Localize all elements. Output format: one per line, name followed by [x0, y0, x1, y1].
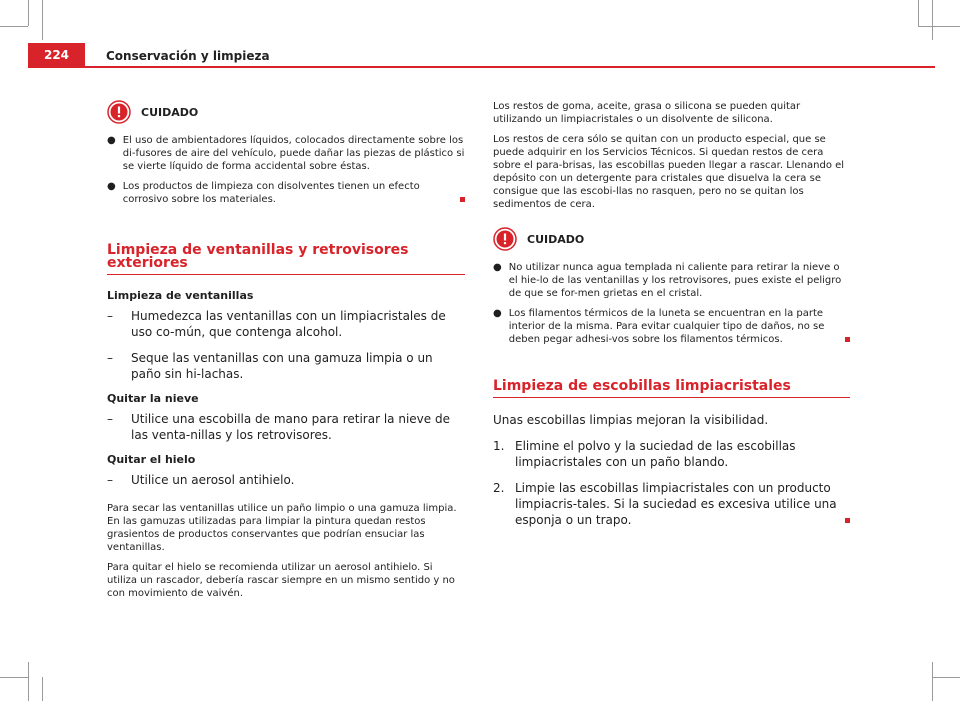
instruction-item	[107, 350, 465, 382]
lead-paragraph: Unas escobillas limpias mejoran la visibilidad.	[493, 413, 769, 427]
crop-mark	[28, 0, 29, 26]
step-item	[493, 480, 850, 528]
caution-item	[493, 261, 850, 300]
crop-mark	[932, 677, 960, 678]
crop-mark	[28, 662, 29, 701]
instruction-item	[107, 411, 465, 443]
caution-title: CUIDADO	[527, 233, 585, 246]
section-title: Limpieza de ventanillas y retrovisores exteriores	[107, 244, 465, 275]
paragraph: Los restos de cera sólo se quitan con un producto especial, que se puede adquirir en los Servicios Técnicos. Si quedan restos de cera sobre el para-brisas, las escobillas pueden llegar a rascar. Llenando el depósito con un detergente para cristales que disuelva la cera se consigue que las escobi-llas no rasquen, pero no se quitan los sedimentos de cera.	[493, 134, 845, 210]
dash-glyph: –	[107, 351, 113, 365]
crop-mark	[0, 677, 28, 678]
header-rule	[28, 66, 935, 68]
crop-mark	[0, 26, 28, 27]
end-marker	[845, 518, 850, 523]
caution-title: CUIDADO	[141, 106, 199, 119]
caution-text: No utilizar nunca agua templada ni caliente para retirar la nieve o el hie-lo de las ventanillas y los retrovisores, pues existe el peligro de que se for-men grietas en el cristal.	[508, 262, 842, 299]
end-marker	[460, 197, 465, 202]
step-number: 2.	[493, 481, 505, 495]
caution-text: Los filamentos térmicos de la luneta se encuentran en la parte interior de la misma. Para evitar cualquier tipo de daños, no se deben pegar adhesi-vos sobre los filamentos térmicos.	[509, 307, 850, 346]
paragraph: Para secar las ventanillas utilice un paño limpio o una gamuza limpia. En las gamuzas utilizadas para limpiar la pintura quedan restos grasientos de productos conservantes que podrían ensuciar las ventanillas.	[107, 503, 457, 553]
crop-mark	[42, 0, 43, 40]
crop-mark	[918, 0, 919, 26]
right-column	[493, 100, 850, 538]
step-text: Elimine el polvo y la suciedad de las escobillas limpiacristales con un paño blando.	[515, 439, 796, 469]
step-item	[493, 438, 850, 470]
caution-text: Los productos de limpieza con disolventes tienen un efecto corrosivo sobre los materiales.	[123, 180, 465, 206]
instruction-item	[107, 472, 465, 488]
bullet-glyph: ●	[107, 181, 116, 192]
bullet-glyph: ●	[493, 308, 502, 319]
warning-icon	[107, 100, 131, 124]
instruction-text: Humedezca las ventanillas con un limpiacristales de uso co-mún, que contenga alcohol.	[131, 309, 446, 339]
bullet-glyph: ●	[107, 135, 116, 146]
crop-mark	[932, 662, 933, 701]
crop-mark	[42, 677, 43, 701]
subheading: Limpieza de ventanillas	[107, 289, 254, 302]
dash-glyph: –	[107, 309, 113, 323]
crop-mark	[932, 0, 933, 40]
instruction-text: Utilice una escobilla de mano para retirar la nieve de las venta-nillas y los retrovisores.	[131, 412, 450, 442]
caution-box	[107, 100, 465, 124]
instruction-text: Seque las ventanillas con una gamuza limpia o un paño sin hi-lachas.	[131, 351, 433, 381]
caution-item	[107, 134, 465, 173]
caution-item	[493, 307, 850, 346]
step-number: 1.	[493, 439, 505, 453]
end-marker	[845, 337, 850, 342]
caution-box	[493, 227, 850, 251]
instruction-item	[107, 308, 465, 340]
left-column	[107, 100, 465, 607]
paragraph: Para quitar el hielo se recomienda utilizar un aerosol antihielo. Si utiliza un rascador, debería rascar siempre en un mismo sentido y no con movimiento de vaivén.	[107, 562, 455, 599]
page-number: 224	[28, 43, 85, 67]
warning-icon	[493, 227, 517, 251]
paragraph: Los restos de goma, aceite, grasa o silicona se pueden quitar utilizando un limpiacristales o un disolvente de silicona.	[493, 101, 801, 125]
subheading: Quitar el hielo	[107, 453, 196, 466]
step-text: Limpie las escobillas limpiacristales con un producto limpiacris-tales. Si la suciedad es excesiva utilice una esponja o un trapo.	[515, 480, 850, 528]
caution-text: El uso de ambientadores líquidos, colocados directamente sobre los di-fusores de aire del vehículo, puede dañar las piezas de plástico si se vierte líquido de forma accidental sobre éstas.	[122, 135, 465, 172]
caution-item	[107, 180, 465, 206]
page-title: Conservación y limpieza	[106, 49, 270, 63]
subheading: Quitar la nieve	[107, 392, 199, 405]
dash-glyph: –	[107, 412, 113, 426]
instruction-text: Utilice un aerosol antihielo.	[131, 473, 295, 487]
bullet-glyph: ●	[493, 262, 502, 273]
crop-mark	[918, 26, 960, 27]
section-title: Limpieza de escobillas limpiacristales	[493, 380, 850, 398]
dash-glyph: –	[107, 473, 113, 487]
